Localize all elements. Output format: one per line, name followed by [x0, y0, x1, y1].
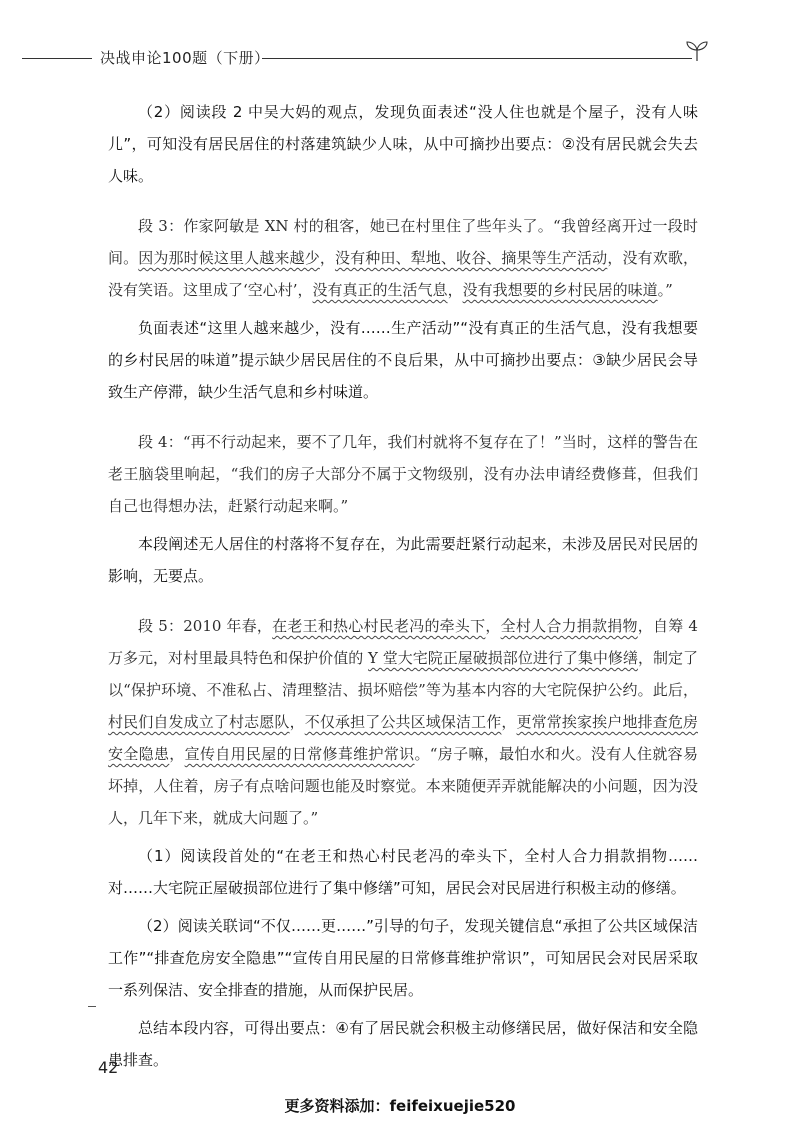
- text-segment: ，自筹 4 万多元，对村里最具特色和保护价值的: [108, 617, 698, 667]
- analysis-paragraph: （2）阅读关联词“不仅……更……”引导的句子，发现关键信息“承担了公共区域保洁工作”“排查危房安全隐患”“宣传自用民屋的日常修葺维护常识”，可知居民会对民居采取一系列保洁、安全排查的措施，从而保护民居。: [108, 917, 698, 999]
- header-rule-right: [262, 58, 692, 59]
- analysis-paragraph: 负面表述“这里人越来越少，没有……生产活动”“没有真正的生活气息，没有我想要的乡村民居的味道”提示缺少居民居住的不良后果，从中可摘抄出要点：③缺少居民会导致生产停滞，缺少生活气息和乡村味道。: [108, 319, 698, 401]
- analysis-paragraph: （1）阅读段首处的“在老王和热心村民老冯的牵头下，全村人合力捐款捐物……对……大宅院正屋破损部位进行了集中修缮”可知，居民会对民居进行积极主动的修缮。: [108, 847, 698, 897]
- paragraph-gap: [108, 414, 698, 426]
- source-paragraph: [108, 210, 698, 306]
- text-segment: ，没有欢歌，没有笑语。这里成了‘空心村’，: [108, 249, 698, 299]
- underlined-phrase: 不仅承担了公共区域保洁工作: [304, 713, 502, 731]
- running-header-title: 决战申论100题（下册）: [100, 49, 270, 67]
- text-segment: ，: [289, 713, 305, 731]
- margin-mark: [88, 1006, 96, 1007]
- paragraph-gap: [108, 198, 698, 210]
- sprout-icon: [684, 38, 710, 62]
- underlined-phrase: 没有种田、犁地、收谷、摘果等生产活动: [334, 249, 608, 267]
- footer-contact-note: 更多资料添加：feifeixuejie520: [284, 1097, 516, 1115]
- analysis-paragraph: （2）阅读段 2 中吴大妈的观点，发现负面表述“没人住也就是个屋子，没有人味儿”，可知没有居民居住的村落建筑缺少人味，从中可摘抄出要点：②没有居民就会失去人味。: [108, 103, 698, 185]
- text-segment: ，: [447, 281, 463, 299]
- text-segment: 。”: [657, 281, 673, 299]
- text-segment: ，: [501, 713, 517, 731]
- source-paragraph: [108, 426, 698, 522]
- page-number: 42: [98, 1058, 119, 1077]
- underlined-phrase: 没有真正的生活气息: [312, 281, 448, 299]
- underlined-phrase: 因为那时候这里人越来越少: [138, 249, 320, 267]
- page-body: [108, 96, 698, 1082]
- underlined-phrase: 宣传自用民屋的日常修葺维护常识: [184, 745, 415, 763]
- analysis-paragraph: 本段阐述无人居住的村落将不复存在，为此需要赶紧行动起来，未涉及居民对民居的影响，无要点。: [108, 535, 698, 585]
- header-rule-left: [22, 58, 92, 59]
- underlined-phrase: 在老王和热心村民老冯的牵头下: [272, 617, 486, 635]
- underlined-phrase: Y 堂大宅院正屋破损部位进行了集中修缮: [368, 649, 638, 667]
- analysis-paragraph: 总结本段内容，可得出要点：④有了居民就会积极主动修缮民居，做好保洁和安全隐患排查。: [108, 1019, 698, 1069]
- text-segment: 。“房子嘛，最怕水和火。没有人住就容易坏掉，人住着，房子有点啥问题也能及时察觉。本来随便弄弄就能解决的小问题，因为没人，几年下来，就成大问题了。”: [108, 745, 698, 827]
- underlined-phrase: 更常常挨家挨户地排查危房安全隐患: [108, 713, 698, 763]
- underlined-phrase: 全村人合力捐款捐物: [500, 617, 638, 635]
- text-segment: 段 4：“再不行动起来，要不了几年，我们村就将不复存在了！”当时，这样的警告在老王脑袋里响起，“我们的房子大部分不属于文物级别，没有办法申请经费修葺，但我们自己也得想办法，赶紧行动起来啊。”: [108, 433, 698, 515]
- source-paragraph: [108, 610, 698, 834]
- text-segment: ，: [485, 617, 501, 635]
- text-segment: 段 5：2010 年春，: [138, 617, 273, 635]
- text-segment: ，制定了以“保护环境、不准私占、清理整洁、损坏赔偿”等为基本内容的大宅院保护公约。此后，: [108, 649, 698, 699]
- text-segment: ，: [319, 249, 335, 267]
- underlined-phrase: 没有我想要的乡村民居的味道: [462, 281, 658, 299]
- text-segment: ，: [169, 745, 185, 763]
- underlined-phrase: 村民们自发成立了村志愿队: [108, 713, 290, 731]
- paragraph-gap: [108, 598, 698, 610]
- text-segment: 段 3：作家阿敏是 XN 村的租客，她已在村里住了些年头了。“我曾经离开过一段时间。: [108, 217, 698, 267]
